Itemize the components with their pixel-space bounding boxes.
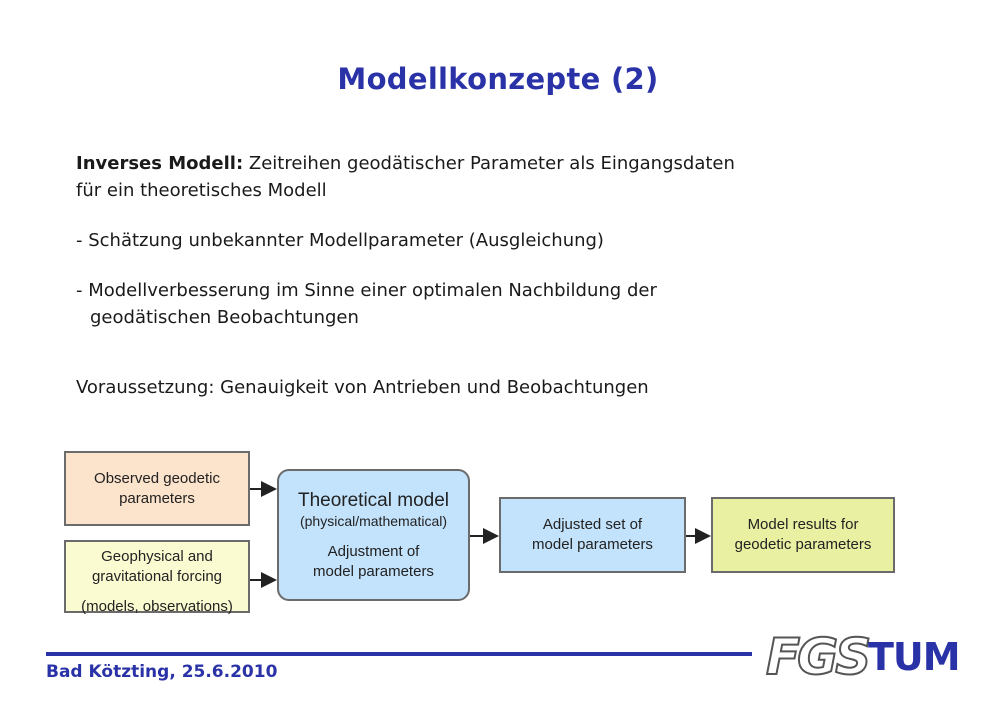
box-adjusted-line1: Adjusted set of bbox=[542, 516, 643, 533]
box-forcing-line1: Geophysical and bbox=[101, 548, 213, 565]
intro-definition: Zeitreihen geodätischer Parameter als Eingangsdaten bbox=[243, 153, 735, 174]
box-theory-subtitle: (physical/mathematical) bbox=[299, 512, 448, 529]
footer-location-date: Bad Kötzting, 25.6.2010 bbox=[46, 662, 278, 682]
box-theoretical-model bbox=[277, 469, 470, 601]
box-results-line1: Model results for bbox=[747, 516, 859, 533]
box-observed-line1: Observed geodetic bbox=[94, 469, 220, 487]
footer-rule bbox=[46, 652, 752, 656]
svg-text:FGS: FGS bbox=[766, 628, 869, 686]
intro-line-2: für ein theoretisches Modell bbox=[76, 180, 327, 201]
box-observed-parameters bbox=[64, 451, 250, 526]
bullet-improvement-cont: geodätischen Beobachtungen bbox=[90, 307, 359, 328]
box-observed-line2: parameters bbox=[119, 489, 195, 507]
box-theory-adj1: Adjustment of bbox=[327, 542, 420, 560]
slide-title: Modellkonzepte (2) bbox=[337, 62, 659, 96]
bullet-estimation: - Schätzung unbekannter Modellparameter (Ausgleichung) bbox=[76, 230, 604, 251]
bullet-improvement: - Modellverbesserung im Sinne einer optimalen Nachbildung der bbox=[76, 280, 657, 301]
box-theory-title: Theoretical model bbox=[297, 489, 450, 511]
precondition-text: Voraussetzung: Genauigkeit von Antrieben und Beobachtungen bbox=[76, 377, 649, 398]
box-forcing-line3: (models, observations) bbox=[81, 598, 233, 615]
svg-text:TUM: TUM bbox=[868, 635, 960, 679]
intro-term: Inverses Modell: bbox=[76, 153, 244, 174]
fgs-logo bbox=[766, 628, 869, 686]
box-model-results bbox=[711, 497, 895, 573]
box-forcing bbox=[64, 540, 250, 613]
box-forcing-line2: gravitational forcing bbox=[91, 568, 223, 585]
box-adjusted-line2: model parameters bbox=[532, 536, 653, 553]
tum-logo bbox=[868, 635, 960, 679]
box-theory-adj2: model parameters bbox=[313, 562, 434, 580]
box-results-line2: geodetic parameters bbox=[734, 536, 872, 553]
box-adjusted-parameters bbox=[499, 497, 686, 573]
footer-logos bbox=[760, 620, 960, 690]
